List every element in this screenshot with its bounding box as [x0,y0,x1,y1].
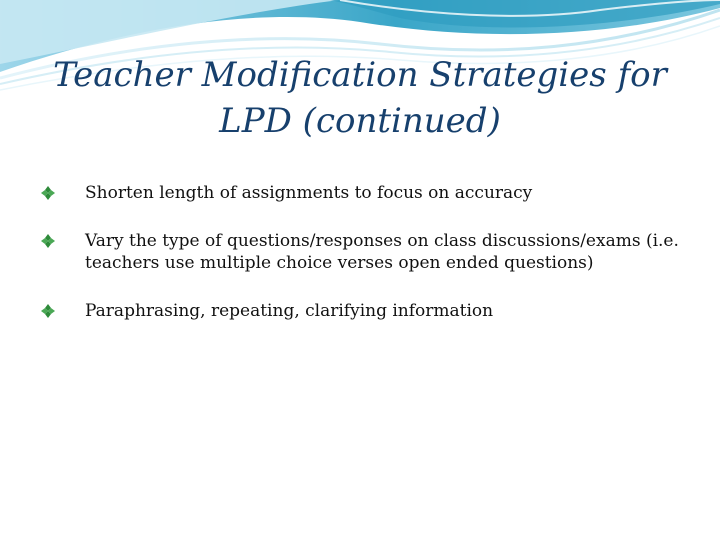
diamond-bullet-icon [40,303,56,319]
bullet-text: Shorten length of assignments to focus on accuracy [85,183,533,203]
diamond-bullet-icon [40,233,56,249]
diamond-bullet-icon [40,185,56,201]
list-item [40,300,690,322]
bullet-text: Paraphrasing, repeating, clarifying information [85,301,494,321]
bullet-text: Vary the type of questions/responses on class discussions/exams (i.e. teachers use multiple choice verses open ended questions) [85,231,679,273]
bullet-list [40,182,690,348]
list-item [40,230,690,274]
list-item [40,182,690,204]
slide-title: Teacher Modification Strategies for LPD (continued) [53,55,667,141]
